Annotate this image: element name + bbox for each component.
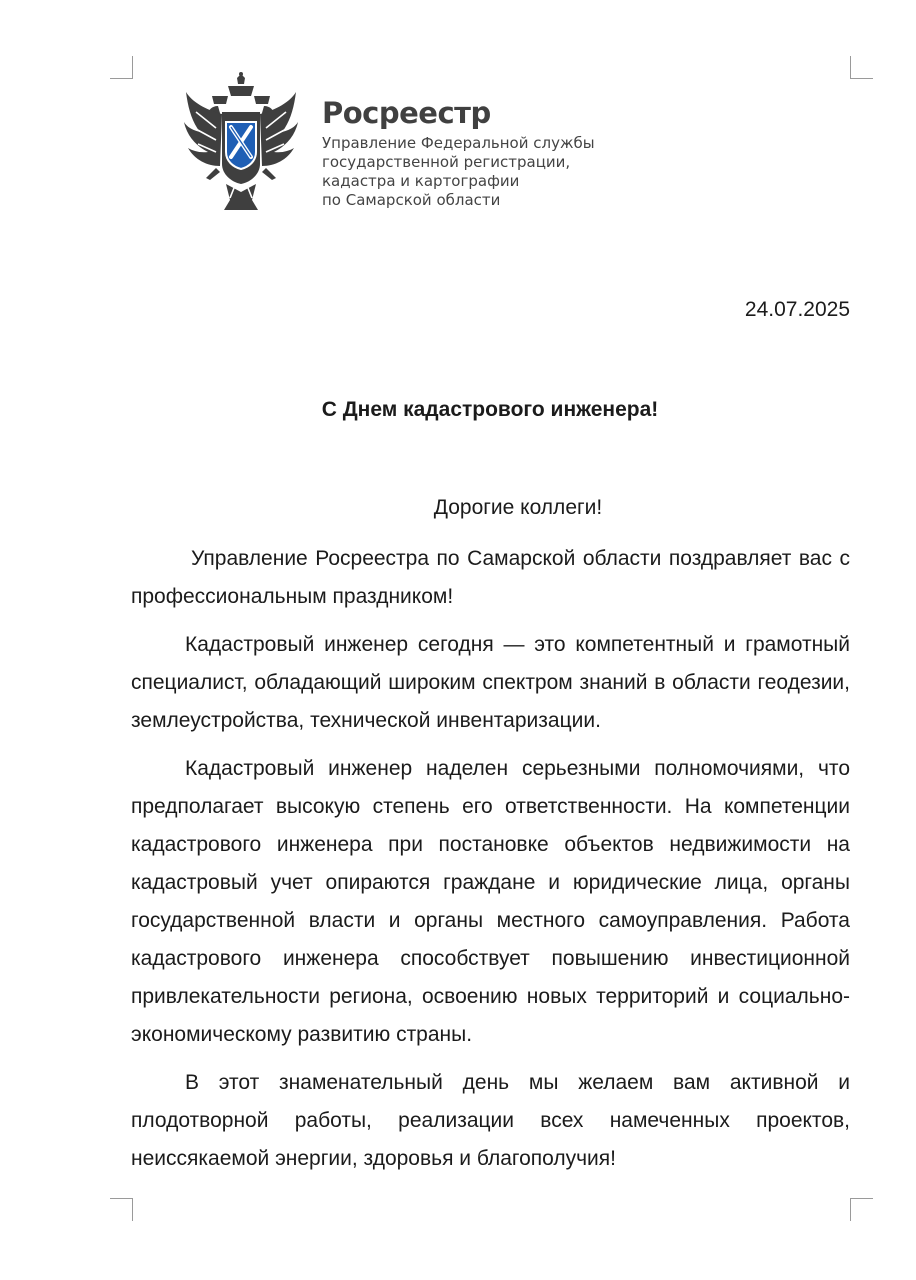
body-paragraph: Управление Росреестра по Самарской области поздравляет вас с профессиональным праздником! — [131, 547, 850, 608]
crop-mark-top-right — [850, 56, 873, 79]
letter-body — [131, 540, 850, 1188]
body-paragraph: Кадастровый инженер наделен серьезными полномочиями, что предполагает высокую степень его ответственности. На компетенции кадастрового инженера при постановке объектов недвижимости на кадастровый учет опираются граждане и юридические лица, органы государственной власти и органы местного самоуправления. Работа кадастрового инженера способствует повышению инвестиционной привлекательности региона, освоению новых территорий и социально-экономическому развитию страны. — [131, 757, 850, 1046]
crop-mark-bottom-left — [110, 1198, 133, 1221]
organization-subtitle-line: по Самарской области — [322, 191, 501, 209]
letterhead — [182, 72, 595, 220]
organization-subtitle-line: государственной регистрации, — [322, 153, 571, 171]
body-paragraph: Кадастровый инженер сегодня — это компетентный и грамотный специалист, обладающий широким спектром знаний в области геодезии, землеустройства, технической инвентаризации. — [131, 633, 850, 732]
organization-subtitle-line: кадастра и картографии — [322, 172, 520, 190]
letter-date: 24.07.2025 — [744, 298, 850, 321]
body-paragraph: В этот знаменательный день мы желаем вам активной и плодотворной работы, реализации всех намеченных проектов, неиссякаемой энергии, здоровья и благополучия! — [131, 1071, 850, 1170]
letter-title: С Днем кадастрового инженера! — [321, 398, 659, 421]
crop-mark-bottom-right — [850, 1198, 873, 1221]
double-headed-eagle-emblem-icon — [182, 72, 308, 220]
letter-greeting: Дорогие коллеги! — [433, 496, 603, 519]
organization-block — [322, 96, 595, 210]
organization-subtitle — [322, 134, 595, 210]
organization-name: Росреестр — [322, 96, 491, 130]
organization-subtitle-line: Управление Федеральной службы — [322, 134, 595, 152]
crop-mark-top-left — [110, 56, 133, 79]
